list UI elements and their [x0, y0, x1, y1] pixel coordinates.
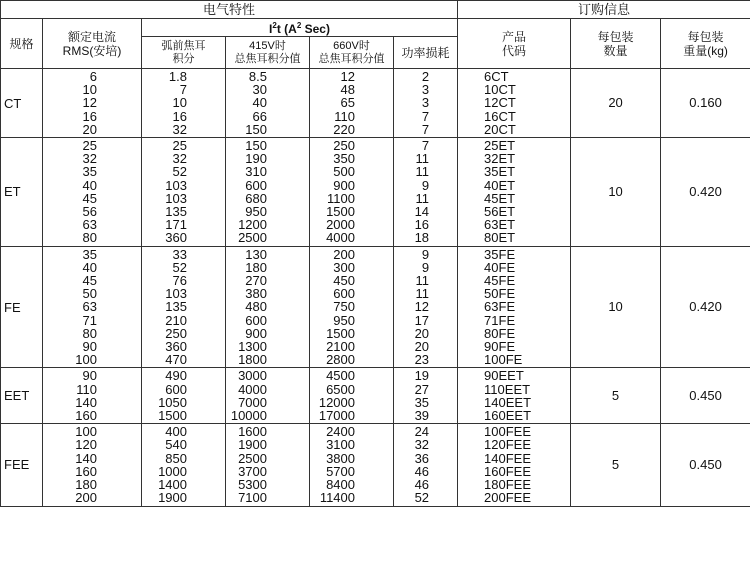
- v660-integral-cell: [310, 424, 394, 506]
- value: 20: [82, 121, 97, 137]
- product-code-cell: [458, 424, 571, 506]
- value: 32: [414, 437, 430, 453]
- weight-cell: 0.420: [661, 138, 750, 247]
- value: 2500: [238, 450, 267, 466]
- value: 480: [245, 299, 267, 315]
- weight-cell: 0.160: [661, 69, 750, 138]
- value: 150: [245, 138, 267, 154]
- value: 160: [75, 463, 97, 479]
- value: 12000: [318, 394, 355, 410]
- v415-integral-cell: [226, 246, 310, 368]
- value: 17: [414, 312, 430, 328]
- spec-header: 规格: [1, 19, 43, 69]
- type-cell: FEE: [1, 424, 43, 506]
- value: 360: [165, 339, 187, 355]
- value: 90FE: [484, 339, 516, 355]
- value: 7100: [238, 490, 267, 506]
- value: 7000: [238, 394, 267, 410]
- value: 2500: [238, 230, 267, 246]
- rated-current-label: 额定电流: [67, 29, 116, 44]
- value: 45FE: [484, 273, 516, 289]
- value: 4000: [326, 230, 355, 246]
- value: 35: [414, 394, 430, 410]
- product-code-cell: [458, 246, 571, 368]
- value: 66: [252, 108, 267, 124]
- rated-current-header: [43, 19, 142, 69]
- value: 11: [415, 164, 430, 180]
- power-loss-cell: [394, 138, 458, 247]
- value: 12: [340, 69, 355, 84]
- type-cell: ET: [1, 138, 43, 247]
- rated-current-unit: RMS(安培): [62, 43, 122, 58]
- value: 950: [245, 204, 267, 220]
- value: 1500: [326, 325, 355, 341]
- value: 71FE: [484, 312, 516, 328]
- v660-label-1: 660V时: [333, 39, 370, 52]
- electrical-characteristics-header: 电气特性: [1, 1, 458, 19]
- value: 110: [76, 381, 97, 397]
- value: 65: [340, 95, 355, 111]
- i2t-unit-end: Sec): [301, 22, 330, 36]
- value: 180: [245, 259, 267, 275]
- value: 8.5: [248, 69, 267, 84]
- value: 2: [421, 69, 430, 84]
- current-cell: [43, 246, 142, 368]
- value: 300: [333, 259, 355, 275]
- type-cell: EET: [1, 368, 43, 424]
- value: 450: [333, 273, 355, 289]
- value: 5300: [238, 477, 267, 493]
- value: 3: [421, 82, 430, 98]
- value: 1000: [158, 463, 187, 479]
- value: 180: [75, 477, 97, 493]
- value: 30: [252, 82, 267, 98]
- value: 35FE: [484, 246, 516, 262]
- value: 32: [172, 151, 187, 167]
- value: 400: [165, 424, 187, 440]
- power-loss-cell: [394, 424, 458, 506]
- value: 490: [165, 368, 187, 384]
- value: 36: [414, 450, 430, 466]
- value: 360: [165, 230, 187, 246]
- value: 32: [82, 151, 97, 167]
- i2t-unit-superscript: 2: [296, 21, 302, 30]
- value: 50: [82, 286, 97, 302]
- value: 11: [415, 273, 430, 289]
- value: 40: [252, 95, 267, 111]
- value: 135: [165, 299, 187, 315]
- value: 63: [82, 217, 97, 233]
- type-cell: FE: [1, 246, 43, 368]
- value: 56ET: [484, 204, 516, 220]
- value: 250: [165, 325, 187, 341]
- qty-per-pack-header: [571, 19, 661, 69]
- value: 4500: [326, 368, 355, 384]
- value: 210: [165, 312, 187, 328]
- v660-integral-cell: [310, 69, 394, 138]
- value: 90: [82, 368, 97, 384]
- value: 120: [75, 437, 97, 453]
- value: 1.8: [168, 69, 187, 84]
- value: 5700: [326, 463, 355, 479]
- value: 140: [75, 394, 97, 410]
- value: 950: [333, 312, 355, 328]
- current-cell: [43, 424, 142, 506]
- value: 1050: [158, 394, 187, 410]
- group-row-fe: [1, 246, 750, 368]
- value: 1500: [326, 204, 355, 220]
- v660-label-2: 总焦耳积分值: [318, 52, 385, 65]
- arc-label-2: 积分: [172, 52, 195, 65]
- value: 140EET: [484, 394, 532, 410]
- power-loss-header: 功率损耗: [394, 37, 458, 69]
- ordering-info-header: 订购信息: [458, 1, 750, 19]
- value: 3700: [238, 463, 267, 479]
- v415-integral-cell: [226, 69, 310, 138]
- value: 6500: [326, 381, 355, 397]
- v415-label-1: 415V时: [249, 39, 286, 52]
- value: 52: [414, 490, 430, 506]
- value: 600: [245, 177, 267, 193]
- value: 9: [421, 246, 430, 262]
- weight-cell: 0.420: [661, 246, 750, 368]
- value: 17000: [318, 408, 355, 424]
- value: 103: [165, 190, 187, 206]
- value: 11: [415, 190, 430, 206]
- v660-integral-cell: [310, 368, 394, 424]
- group-row-fee: [1, 424, 750, 506]
- value: 6CT: [484, 69, 509, 84]
- value: 135: [165, 204, 187, 220]
- value: 80ET: [484, 230, 516, 246]
- value: 1300: [238, 339, 267, 355]
- value: 171: [165, 217, 187, 233]
- value: 16: [414, 217, 430, 233]
- value: 80: [82, 230, 97, 246]
- value: 500: [333, 164, 355, 180]
- power-loss-cell: [394, 246, 458, 368]
- value: 900: [333, 177, 355, 193]
- value: 1600: [238, 424, 267, 440]
- product-code-cell: [458, 368, 571, 424]
- value: 600: [245, 312, 267, 328]
- v660-integral-cell: [310, 138, 394, 247]
- value: 90EET: [484, 368, 524, 384]
- value: 23: [414, 352, 430, 368]
- value: 40ET: [484, 177, 516, 193]
- value: 220: [333, 121, 355, 137]
- value: 24: [414, 424, 430, 440]
- product-code-cell: [458, 69, 571, 138]
- value: 7: [421, 108, 430, 124]
- value: 25: [172, 138, 187, 154]
- value: 40: [82, 177, 97, 193]
- value: 160: [75, 408, 97, 424]
- qty-cell: 5: [571, 424, 661, 506]
- value: 190: [245, 151, 267, 167]
- v415-integral-cell: [226, 368, 310, 424]
- value: 18: [414, 230, 430, 246]
- power-loss-cell: [394, 368, 458, 424]
- value: 90: [82, 339, 97, 355]
- i2t-superscript: 2: [272, 21, 277, 30]
- value: 2800: [326, 352, 355, 368]
- current-cell: [43, 69, 142, 138]
- value: 8400: [326, 477, 355, 493]
- weight-label-2: 重量(kg): [683, 43, 728, 58]
- value: 200FEE: [484, 490, 532, 506]
- value: 250: [333, 138, 355, 154]
- value: 1800: [238, 352, 267, 368]
- value: 48: [340, 82, 355, 98]
- value: 7: [421, 138, 430, 154]
- weight-label-1: 每包装: [687, 29, 724, 44]
- value: 600: [333, 286, 355, 302]
- v415-integral-cell: [226, 424, 310, 506]
- current-cell: [43, 138, 142, 247]
- value: 10CT: [484, 82, 516, 98]
- value: 63ET: [484, 217, 516, 233]
- value: 3800: [326, 450, 355, 466]
- value: 20: [414, 325, 430, 341]
- value: 1900: [158, 490, 187, 506]
- v415-header: [226, 37, 310, 69]
- value: 56: [82, 204, 97, 220]
- value: 46: [414, 477, 430, 493]
- value: 180FEE: [484, 477, 532, 493]
- value: 3000: [238, 368, 267, 384]
- value: 12CT: [484, 95, 516, 111]
- value: 3: [421, 95, 430, 111]
- group-row-ct: [1, 69, 750, 138]
- value: 9: [421, 177, 430, 193]
- value: 27: [414, 381, 430, 397]
- value: 2400: [326, 424, 355, 440]
- value: 110EET: [484, 381, 531, 397]
- qty-label-1: 每包装: [597, 29, 634, 44]
- v660-header: [310, 37, 394, 69]
- value: 160EET: [484, 408, 532, 424]
- value: 3100: [326, 437, 355, 453]
- current-cell: [43, 368, 142, 424]
- qty-label-2: 数量: [603, 43, 628, 58]
- product-code-header: [458, 19, 571, 69]
- value: 7: [421, 121, 430, 137]
- value: 80FE: [484, 325, 516, 341]
- value: 20: [414, 339, 430, 355]
- value: 130: [245, 246, 267, 262]
- group-row-et: [1, 138, 750, 247]
- product-code-label-2: 代码: [502, 43, 527, 58]
- value: 2100: [326, 339, 355, 355]
- arc-integral-cell: [142, 424, 226, 506]
- value: 200: [75, 490, 97, 506]
- value: 19: [414, 368, 430, 384]
- arc-integral-cell: [142, 138, 226, 247]
- value: 39: [414, 408, 430, 424]
- value: 35: [82, 164, 97, 180]
- value: 850: [165, 450, 187, 466]
- value: 52: [172, 259, 187, 275]
- i2t-header: [142, 19, 458, 37]
- product-code-label-1: 产品: [502, 29, 527, 44]
- value: 35ET: [484, 164, 516, 180]
- arc-integral-cell: [142, 246, 226, 368]
- arc-integral-header: [142, 37, 226, 69]
- value: 33: [172, 246, 187, 262]
- value: 140: [75, 450, 97, 466]
- value: 4000: [238, 381, 267, 397]
- value: 76: [172, 273, 187, 289]
- qty-cell: 10: [571, 138, 661, 247]
- value: 10000: [230, 408, 267, 424]
- value: 40: [82, 259, 97, 275]
- value: 103: [165, 286, 187, 302]
- value: 9: [421, 259, 430, 275]
- v415-integral-cell: [226, 138, 310, 247]
- value: 10: [82, 82, 97, 98]
- value: 100FEE: [484, 424, 532, 440]
- value: 12: [414, 299, 430, 315]
- v660-integral-cell: [310, 246, 394, 368]
- arc-integral-cell: [142, 368, 226, 424]
- value: 7: [179, 82, 187, 98]
- value: 20CT: [484, 121, 516, 137]
- value: 25ET: [484, 138, 516, 154]
- value: 63FE: [484, 299, 516, 315]
- value: 10: [172, 95, 187, 111]
- value: 110: [334, 108, 355, 124]
- value: 900: [245, 325, 267, 341]
- value: 1200: [238, 217, 267, 233]
- i2t-symbol: I: [269, 22, 273, 36]
- value: 32: [172, 121, 187, 137]
- value: 100: [75, 352, 97, 368]
- qty-cell: 20: [571, 69, 661, 138]
- value: 45ET: [484, 190, 516, 206]
- value: 63: [82, 299, 97, 315]
- weight-cell: 0.450: [661, 424, 750, 506]
- arc-label-1: 弧前焦耳: [161, 39, 206, 52]
- type-cell: CT: [1, 69, 43, 138]
- value: 750: [333, 299, 355, 315]
- value: 32ET: [484, 151, 516, 167]
- value: 40FE: [484, 259, 516, 275]
- weight-cell: 0.450: [661, 368, 750, 424]
- value: 120FEE: [484, 437, 532, 453]
- value: 11: [415, 151, 430, 167]
- value: 103: [165, 177, 187, 193]
- product-code-cell: [458, 138, 571, 247]
- power-loss-cell: [394, 69, 458, 138]
- value: 380: [245, 286, 267, 302]
- qty-cell: 10: [571, 246, 661, 368]
- value: 50FE: [484, 286, 516, 302]
- weight-per-pack-header: [661, 19, 750, 69]
- value: 470: [165, 352, 187, 368]
- value: 35: [82, 246, 97, 262]
- value: 16: [82, 108, 97, 124]
- qty-cell: 5: [571, 368, 661, 424]
- value: 310: [245, 164, 267, 180]
- value: 45: [82, 190, 97, 206]
- arc-integral-cell: [142, 69, 226, 138]
- value: 200: [333, 246, 355, 262]
- value: 1100: [327, 190, 355, 206]
- value: 100: [75, 424, 97, 440]
- value: 540: [165, 437, 187, 453]
- value: 1900: [238, 437, 267, 453]
- value: 160FEE: [484, 463, 532, 479]
- value: 1500: [158, 408, 187, 424]
- value: 2000: [326, 217, 355, 233]
- value: 140FEE: [484, 450, 532, 466]
- value: 680: [245, 190, 267, 206]
- value: 270: [245, 273, 267, 289]
- value: 350: [333, 151, 355, 167]
- value: 6: [89, 69, 97, 84]
- value: 11: [415, 286, 430, 302]
- value: 16CT: [484, 108, 516, 124]
- value: 12: [82, 95, 97, 111]
- value: 11400: [319, 490, 355, 506]
- value: 25: [82, 138, 97, 154]
- value: 45: [82, 273, 97, 289]
- group-row-eet: [1, 368, 750, 424]
- value: 71: [82, 312, 97, 328]
- value: 14: [414, 204, 430, 220]
- value: 100FE: [484, 352, 523, 368]
- v415-label-2: 总焦耳积分值: [234, 52, 301, 65]
- value: 1400: [158, 477, 187, 493]
- value: 600: [165, 381, 187, 397]
- i2t-unit-mid: t (A: [276, 22, 297, 36]
- value: 16: [172, 108, 187, 124]
- value: 52: [172, 164, 187, 180]
- value: 46: [414, 463, 430, 479]
- value: 80: [82, 325, 97, 341]
- value: 150: [245, 121, 267, 137]
